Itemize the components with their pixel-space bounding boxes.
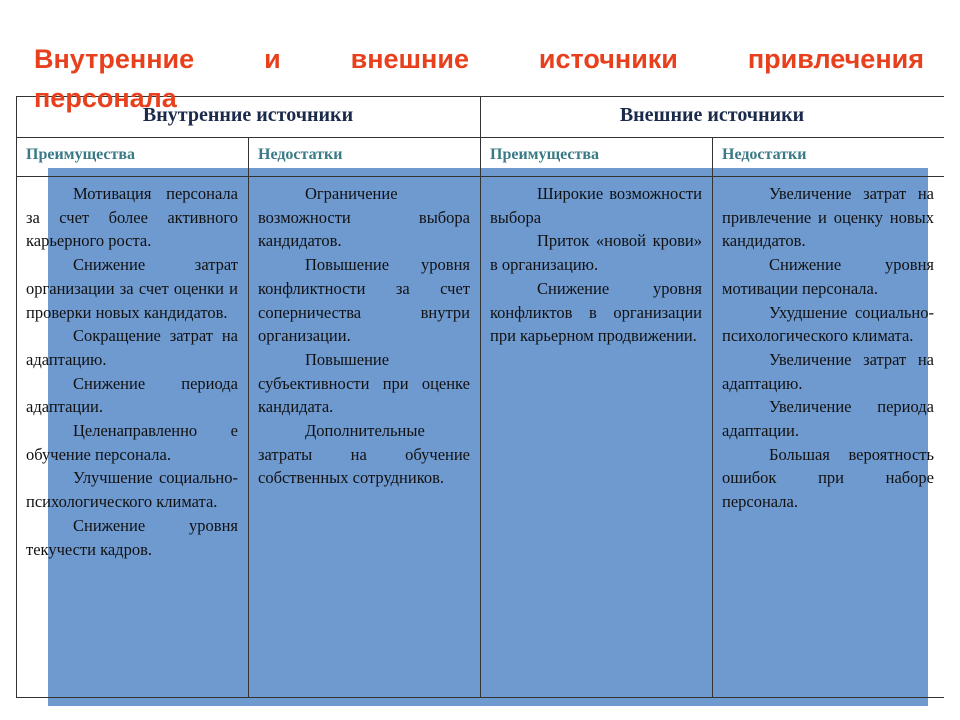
table-divider-groups xyxy=(16,137,944,138)
list-item: Приток «новой крови» в организацию. xyxy=(490,231,702,275)
title-word-3: внешние xyxy=(350,44,469,74)
list-item: Ухудшение социально-психологического климата. xyxy=(722,302,934,346)
list-item: Увеличение затрат на адаптацию. xyxy=(722,349,934,393)
column-header-external-advantages: Преимущества xyxy=(490,146,599,163)
list-item: Сокращение затрат на адаптацию. xyxy=(26,326,238,369)
title-word-5: привлечения xyxy=(747,44,924,74)
slide-title xyxy=(34,40,924,78)
column-header-internal-advantages: Преимущества xyxy=(26,146,135,163)
cell-external-advantages xyxy=(490,182,702,348)
column-header-external-disadvantages: Недостатки xyxy=(722,146,807,163)
list-item: Большая вероятность ошибок при наборе персонала. xyxy=(722,444,934,512)
column-header-internal-disadvantages: Недостатки xyxy=(258,146,343,163)
list-item: Целенаправленно е обучение персонала. xyxy=(26,421,238,464)
group-header-external: Внешние источники xyxy=(619,104,805,126)
list-item: Снижение уровня текучести кадров. xyxy=(26,515,238,559)
list-item: Ограничение возможности выбора кандидатов. xyxy=(258,184,470,251)
table-border-left xyxy=(16,96,17,698)
list-item: Улучшение социально-психологического климата. xyxy=(26,468,238,512)
list-item: Мотивация персонала за счет более активного карьерного роста. xyxy=(26,184,238,251)
cell-internal-disadvantages xyxy=(258,182,470,490)
cell-internal-advantages xyxy=(26,182,238,561)
title-word-2: и xyxy=(264,44,281,74)
list-item: Увеличение периода адаптации. xyxy=(722,397,934,441)
slide-title-line2: персонала xyxy=(34,83,177,113)
list-item: Снижение периода адаптации. xyxy=(26,373,238,417)
list-item: Повышение уровня конфликтности за счет соперничества внутри организации. xyxy=(258,255,470,346)
cell-external-disadvantages xyxy=(722,182,934,514)
list-item: Широкие возможности выбора xyxy=(490,184,702,227)
list-item: Снижение затрат организации за счет оценки и проверки новых кандидатов. xyxy=(26,255,238,322)
list-item: Повышение субъективности при оценке кандидата. xyxy=(258,349,470,417)
list-item: Снижение уровня мотивации персонала. xyxy=(722,255,934,298)
list-item: Снижение уровня конфликтов в организации при карьерном продвижении. xyxy=(490,278,702,346)
list-item: Дополнительные затраты на обучение собственных сотрудников. xyxy=(258,421,470,488)
title-word-1: Внутренние xyxy=(34,44,195,74)
list-item: Увеличение затрат на привлечение и оценку новых кандидатов. xyxy=(722,184,934,251)
title-word-4: источники xyxy=(538,44,678,74)
group-header-internal: Внутренние источники xyxy=(142,104,354,126)
